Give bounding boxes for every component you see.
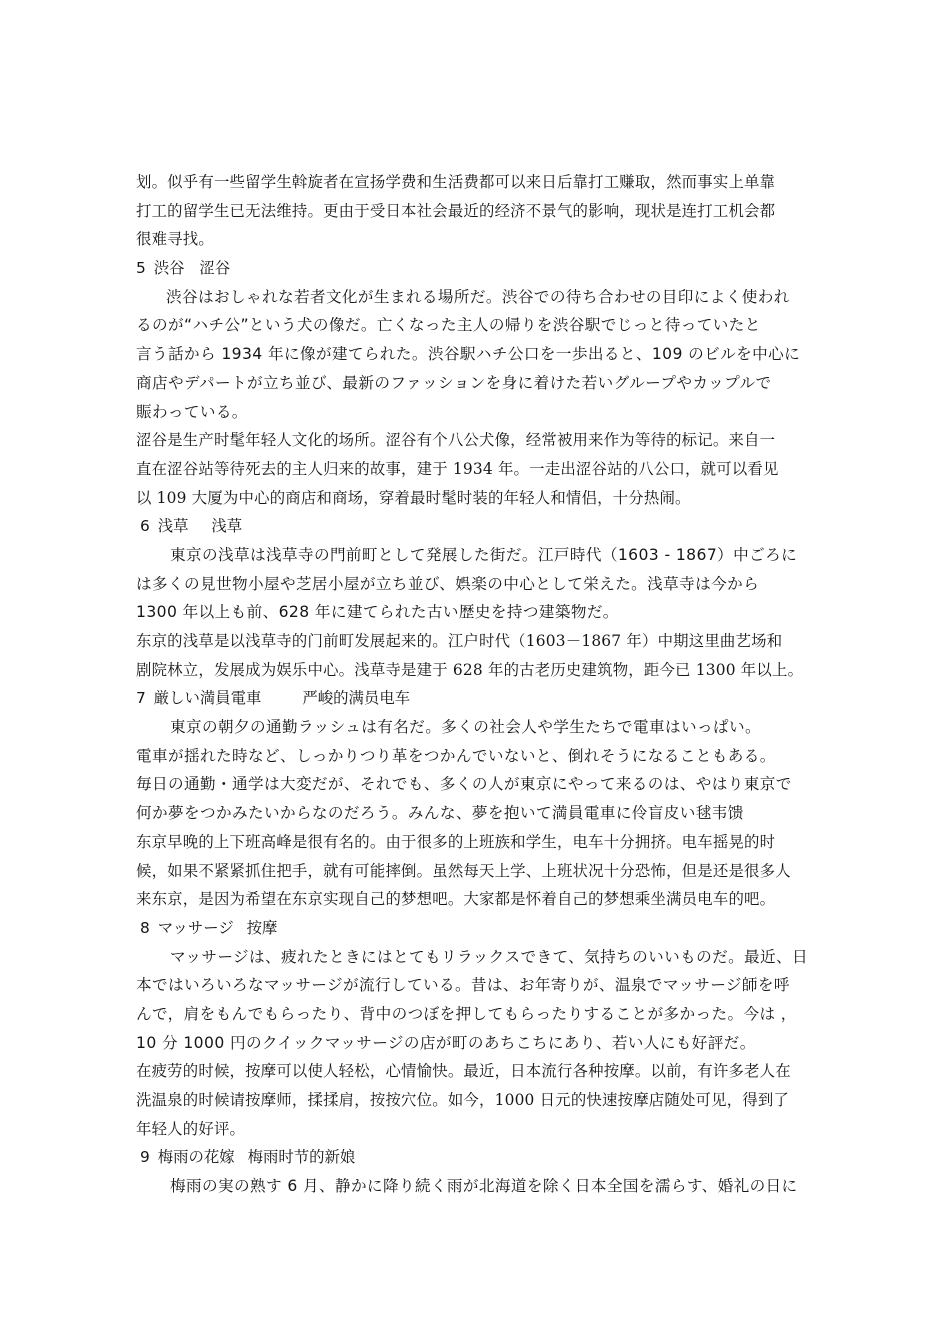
section-heading xyxy=(136,512,826,541)
text-line-zh: 以 109 大厦为中心的商店和商场，穿着最时髦时装的年轻人和情侣，十分热闹。 xyxy=(136,488,691,507)
section-title-ja: 渋谷 xyxy=(153,259,185,278)
section-heading xyxy=(136,1143,826,1172)
text-line-zh: 直在涩谷站等待死去的主人归来的故事，建于 1934 年。一走出涩谷站的八公口，就可以看见 xyxy=(136,459,779,478)
text-line-ja: 東京の浅草は浅草寺の門前町として発展した街だ。江戸時代（1603 - 1867）中ごろに xyxy=(170,545,798,564)
section-title-ja: 梅雨の花嫁 xyxy=(157,1148,235,1167)
text-line-zh: 东京的浅草是以浅草寺的门前町发展起来的。江户时代（1603－1867 年）中期这里曲艺场和 xyxy=(136,632,783,650)
text-line-ja: 商店やデパートが立ち並び、最新のファッションを身に着けた若いグループやカップルで xyxy=(136,373,772,392)
text-line-ja: 本ではいろいろなマッサージが流行している。昔は、お年寄りが、温泉でマッサージ師を呼 xyxy=(136,976,790,995)
text-line-zh: 剧院林立，发展成为娱乐中心。浅草寺是建于 628 年的古老历史建筑物，距今已 1300 年以上。 xyxy=(136,660,804,679)
text-line-zh: 洗温泉的时候请按摩师，揉揉肩，按按穴位。如今，1000 日元的快速按摩店随处可见，得到了 xyxy=(136,1091,790,1109)
text-line: 划。似乎有一些留学生斡旋者在宣扬学费和生活费都可以来日后靠打工赚取，然而事实上单靠 xyxy=(136,173,776,191)
section-number: 9 xyxy=(140,1148,150,1167)
section-title-ja: 浅草 xyxy=(157,517,189,536)
text-line-zh: 在疲劳的时候，按摩可以使人轻松，心情愉快。最近，日本流行各种按摩。以前，有许多老人在 xyxy=(136,1062,791,1081)
text-line-ja: マッサージは、疲れたときにはとてもリラックスできて、気持ちのいいものだ。最近、日 xyxy=(170,947,809,966)
section-title-ja: マッサージ xyxy=(157,918,234,937)
text-line-ja: 10 分 1000 円のクイックマッサージの店が町のあちこちにあり、若い人にも好評だ。 xyxy=(136,1033,756,1052)
text-line: 很难寻找。 xyxy=(136,230,214,249)
intro-paragraph xyxy=(136,168,826,254)
section-title-zh: 梅雨时节的新娘 xyxy=(247,1148,356,1167)
section-massage xyxy=(136,914,826,1144)
text-line-zh: 东京早晚的上下班高峰是很有名的。由于很多的上班族和学生，电车十分拥挤。电车摇晃的时 xyxy=(136,832,776,851)
section-heading xyxy=(136,684,826,713)
section-title-zh: 浅草 xyxy=(211,517,243,536)
text-line-ja: 言う話から 1934 年に像が建てられた。渋谷駅ハチ公口を一歩出ると、109 のビルを中心に xyxy=(136,345,801,364)
section-asakusa xyxy=(136,512,826,684)
text-line-ja: 渋谷はおしゃれな若者文化が生まれる場所だ。渋谷での待ち合わせの目印によく使われ xyxy=(166,287,790,306)
text-line-zh: 年轻人的好评。 xyxy=(136,1119,246,1138)
text-line-zh: 候，如果不紧紧抓住把手，就有可能摔倒。虽然每天上学、上班状况十分恐怖，但是还是很多人 xyxy=(136,861,791,880)
text-line-zh: 涩谷是生产时髦年轻人文化的场所。涩谷有个八公犬像，经常被用来作为等待的标记。来自一 xyxy=(136,431,776,450)
section-number: 7 xyxy=(136,689,146,708)
section-title-zh: 按摩 xyxy=(246,918,278,937)
section-crowded-train xyxy=(136,684,826,914)
section-shibuya xyxy=(136,254,826,512)
section-number: 8 xyxy=(140,918,150,937)
text-line-ja: 東京の朝夕の通勤ラッシュは有名だ。多くの社会人や学生たちで電車はいっぱい。 xyxy=(170,718,761,737)
text-line-ja: 何か夢をつかみたいからなのだろう。みんな、夢を抱いて満員電車に伶盲皮い毬韦馈 xyxy=(136,804,744,823)
text-line-ja: 毎日の通勤・通学は大変だが、それでも、多くの人が東京にやって来るのは、やはり東京で xyxy=(136,775,792,794)
document-body xyxy=(136,168,826,1201)
section-title-zh: 涩谷 xyxy=(199,259,231,278)
text-line-zh: 来东京，是因为希望在东京实现自己的梦想吧。大家都是怀着自己的梦想乘坐满员电车的吧。 xyxy=(136,890,776,909)
section-heading xyxy=(136,914,826,943)
text-line-ja: 賑わっている。 xyxy=(136,402,248,421)
text-line-ja: 梅雨の実の熟す 6 月、静かに降り続く雨が北海道を除く日本全国を濡らす、婚礼の日に xyxy=(170,1177,798,1196)
text-line-ja: 1300 年以上も前、628 年に建てられた古い歴史を持つ建築物だ。 xyxy=(136,603,619,622)
section-number: 5 xyxy=(136,259,146,278)
section-number: 6 xyxy=(140,517,150,536)
text-line-ja: は多くの見世物小屋や芝居小屋が立ち並び、娯楽の中心として栄えた。浅草寺は今から xyxy=(136,574,760,593)
text-line-ja: 電車が揺れた時など、しっかりつり革をつかんでいないと、倒れそうになることもある。 xyxy=(136,746,776,765)
section-title-ja: 厳しい満員電車 xyxy=(153,689,262,708)
section-rainy-season-bride xyxy=(136,1143,826,1200)
section-title-zh: 严峻的满员电车 xyxy=(302,689,411,708)
text-line: 打工的留学生已无法维持。更由于受日本社会最近的经济不景气的影响，现状是连打工机会都 xyxy=(136,201,776,220)
text-line-ja: るのが“ハチ公”という犬の像だ。亡くなった主人の帰りを渋谷駅でじっと待っていたと xyxy=(136,316,761,335)
section-heading xyxy=(136,254,826,283)
text-line-ja: んで，肩をもんでもらったり、背中のつぼを押してもらったりすることが多かった。今は ， xyxy=(136,1004,797,1023)
